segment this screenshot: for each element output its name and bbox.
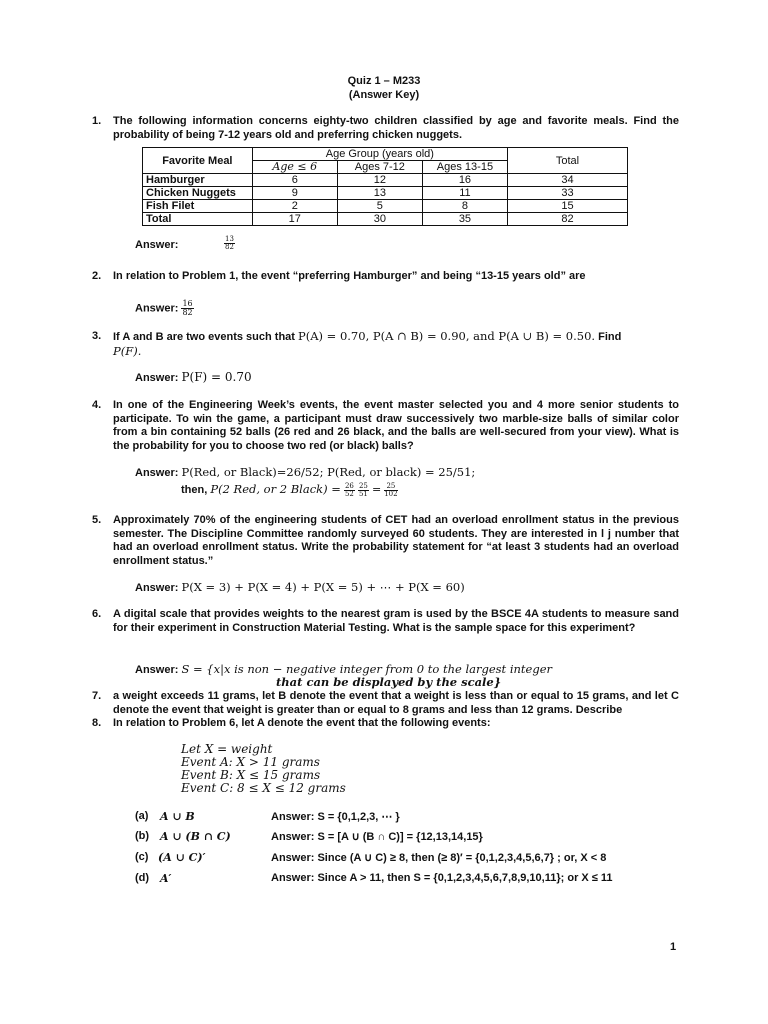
cell: 8 xyxy=(422,200,507,213)
cell: 33 xyxy=(507,187,627,200)
part-answer: Answer: Since (A ∪ C) ≥ 8, then (≥ 8)′ = {0,1,2,3,4,5,6,7} ; or, X < 8 xyxy=(271,852,607,864)
part-label: (c) xyxy=(135,851,149,863)
probability-expression: P(A) = 0.70, P(A ∩ B) = 0.90, and P(A ∪ B) = 0.50. xyxy=(298,329,596,343)
part-expression: A ∪ B xyxy=(160,810,195,823)
cell: 17 xyxy=(252,213,337,226)
quiz-title: Quiz 1 – M233 xyxy=(347,75,421,87)
part-answer: Answer: S = [A ∪ (B ∩ C)] = {12,13,14,15} xyxy=(271,831,483,843)
question-number: 1. xyxy=(92,115,102,127)
table-row xyxy=(143,187,628,200)
answer-label: Answer: xyxy=(135,302,179,315)
part-expression: A′ xyxy=(160,872,172,885)
answer-fraction xyxy=(224,236,235,251)
part-expression: (A ∪ C)′ xyxy=(158,851,206,864)
table-header-group: Age Group (years old) xyxy=(252,148,507,161)
cell: 5 xyxy=(337,200,422,213)
answer-expression: S = {x|x is non − negative integer from 0 to the largest integer xyxy=(181,662,553,676)
row-label: Chicken Nuggets xyxy=(143,187,253,200)
cell: 9 xyxy=(252,187,337,200)
table-header-age2: Ages 7-12 xyxy=(337,161,422,174)
row-label: Fish Filet xyxy=(143,200,253,213)
answer-line xyxy=(135,662,552,676)
event-definition: Let X = weight xyxy=(181,742,273,756)
probability-expression: P(F). xyxy=(113,343,142,358)
fraction-numerator: 25 xyxy=(358,481,368,490)
row-label: Hamburger xyxy=(143,174,253,187)
question-text: In relation to Problem 6, let A denote the event that the following events: xyxy=(113,717,491,729)
quiz-subtitle: (Answer Key) xyxy=(348,89,420,101)
answer-expression: P(2 Red, or 2 Black) = xyxy=(210,482,341,496)
question-text-part: If A and B are two events such that xyxy=(113,331,298,343)
cell: 34 xyxy=(507,174,627,187)
table-header-age1: Age ≤ 6 xyxy=(252,161,337,174)
question-number: 3. xyxy=(92,330,102,342)
cell: 15 xyxy=(507,200,627,213)
table-row xyxy=(143,174,628,187)
question-number: 6. xyxy=(92,608,102,620)
table-row xyxy=(143,200,628,213)
answer-line xyxy=(135,465,475,479)
cell: 11 xyxy=(422,187,507,200)
part-expression: A ∪ (B ∩ C) xyxy=(160,830,231,843)
part-label: (d) xyxy=(135,872,150,884)
cell: 82 xyxy=(507,213,627,226)
question-text: a weight exceeds 11 grams, let B denote the event that a weight is less than or equal to 15 grams, and let C denote the event that weight is greater than or equal to 8 grams and less than 12 grams. Describe xyxy=(113,690,679,716)
event-definition: Event A: X > 11 grams xyxy=(181,755,320,769)
table-header-meal: Favorite Meal xyxy=(143,148,253,174)
cell: 16 xyxy=(422,174,507,187)
question-number: 7. xyxy=(92,690,102,702)
question-text: In one of the Engineering Week’s events, the event master selected you and 4 more senior students to participate. To win the game, a participant must draw successively two marble-size balls of similar color from a bin containing 52 balls (26 red and 26 black, and the balls are well-secured from your view). What is the probability for you to choose two red (or black) balls? xyxy=(113,399,679,452)
answer-expression: that can be displayed by the scale} xyxy=(276,675,502,689)
fraction-numerator: 13 xyxy=(225,235,234,243)
question-text xyxy=(113,330,679,359)
answer-label: Answer: xyxy=(135,582,179,594)
then-label: then, xyxy=(181,484,208,496)
fraction-denominator: 52 xyxy=(344,489,354,498)
answer-expression: P(X = 3) + P(X = 4) + P(X = 5) + ⋯ + P(X = 60) xyxy=(181,580,465,594)
cell: 30 xyxy=(337,213,422,226)
part-answer: Answer: Since A > 11, then S = {0,1,2,3,4,5,6,7,8,9,10,11}; or X ≤ 11 xyxy=(271,872,613,884)
cell: 35 xyxy=(422,213,507,226)
fraction-denominator: 51 xyxy=(358,489,368,498)
answer-line xyxy=(135,300,194,317)
part-answer: Answer: S = {0,1,2,3, ⋯ } xyxy=(271,811,400,823)
fraction-numerator: 16 xyxy=(182,299,193,308)
question-text-part: Find xyxy=(595,331,622,343)
answer-line xyxy=(135,580,465,594)
fraction-denominator: 82 xyxy=(225,243,234,251)
fraction-denominator: 82 xyxy=(182,308,193,317)
answer-label: Answer: xyxy=(135,664,179,676)
event-definition: Event B: X ≤ 15 grams xyxy=(181,768,321,782)
cell: 12 xyxy=(337,174,422,187)
part-label: (a) xyxy=(135,810,149,822)
table-row xyxy=(143,213,628,226)
table-header-total: Total xyxy=(507,148,627,174)
cell: 2 xyxy=(252,200,337,213)
page-number: 1 xyxy=(670,941,677,953)
question-number: 4. xyxy=(92,399,102,411)
question-text: Approximately 70% of the engineering students of CET had an overload enrollment status in the previous semester. The Discipline Committee randomly surveyed 60 students. They are interested in l j number that had an overload enrollment status. Write the probability statement for “at least 3 students had an overload enrollment status.” xyxy=(113,514,679,567)
question-number: 5. xyxy=(92,514,102,526)
meal-table xyxy=(142,147,628,226)
fraction-denominator: 102 xyxy=(384,489,398,498)
fraction-numerator: 25 xyxy=(384,483,397,491)
table-header-age3: Ages 13-15 xyxy=(422,161,507,174)
question-number: 8. xyxy=(92,717,102,729)
event-definition: Event C: 8 ≤ X ≤ 12 grams xyxy=(181,781,346,795)
answer-label: Answer: xyxy=(135,372,179,384)
cell: 13 xyxy=(337,187,422,200)
question-text: In relation to Problem 1, the event “preferring Hamburger” and being “13-15 years old” are xyxy=(113,270,586,282)
answer-label: Answer: xyxy=(135,239,179,251)
question-text: A digital scale that provides weights to the nearest gram is used by the BSCE 4A students to measure sand for their experiment in Construction Material Testing. What is the sample space for this experiment? xyxy=(113,608,679,634)
answer-label: Answer: xyxy=(135,467,179,479)
question-number: 2. xyxy=(92,270,102,282)
row-label: Total xyxy=(143,213,253,226)
question-text: The following information concerns eighty-two children classified by age and favorite meals. Find the probability of being 7-12 years old and preferring chicken nuggets. xyxy=(113,115,679,141)
fraction-numerator: 26 xyxy=(344,481,354,490)
answer-expression: P(F) = 0.70 xyxy=(181,370,252,384)
answer-line xyxy=(135,370,252,384)
part-label: (b) xyxy=(135,830,150,842)
answer-expression: P(Red, or Black)=26/52; P(Red, or black) = 25/51; xyxy=(181,465,476,479)
cell: 6 xyxy=(252,174,337,187)
answer-line: then, P(2 Red, or 2 Black) = $\frac{26}{52}$ $\frac{25}{51}$ = $\frac{25}{102}$ xyxy=(181,481,398,498)
